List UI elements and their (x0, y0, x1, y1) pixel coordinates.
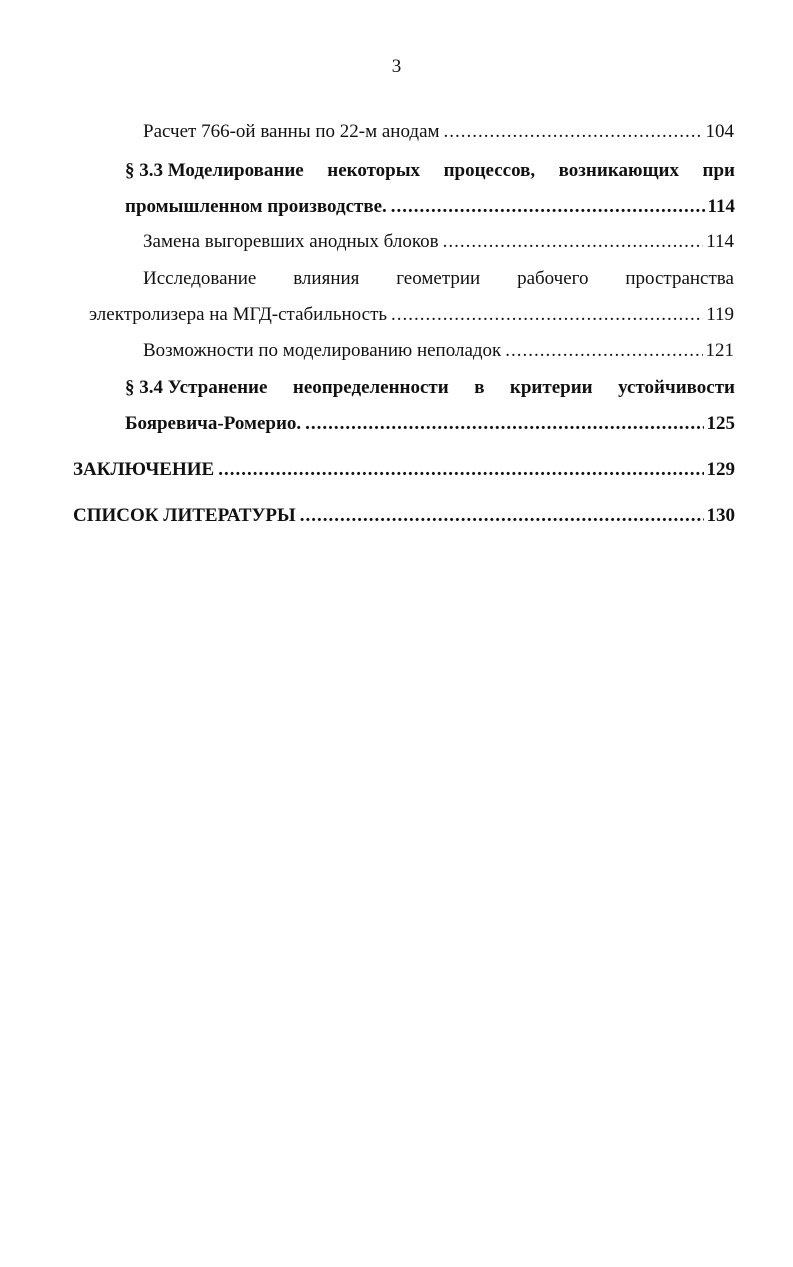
dot-leader (391, 303, 703, 327)
dot-leader (444, 120, 703, 144)
word: возникающих (558, 160, 679, 181)
word: некоторых (327, 160, 421, 181)
word: устойчивости (618, 377, 735, 398)
word: геометрии (396, 268, 481, 289)
toc-entry-title: Расчет 766-ой ванны по 22-м анодам (143, 121, 440, 142)
word: § 3.4 Устранение (125, 377, 268, 398)
toc-entry-title: Возможности по моделированию неполадок (143, 340, 502, 361)
toc-entry-page: 125 (706, 413, 735, 434)
toc-entry[interactable] (125, 195, 735, 219)
toc-entry-title-line1[interactable] (125, 376, 735, 400)
word: критерии (509, 377, 593, 398)
toc-entry-title: промышленном производстве. (125, 196, 387, 217)
toc-entry[interactable] (73, 458, 735, 482)
dot-leader (305, 412, 703, 436)
dot-leader (300, 504, 704, 528)
dot-leader (443, 230, 704, 254)
toc-entry-page: 121 (705, 340, 734, 361)
toc-entry[interactable] (73, 504, 735, 528)
dot-leader (505, 339, 702, 363)
word: в (474, 377, 485, 398)
toc-entry[interactable] (125, 412, 735, 436)
toc-entry[interactable] (89, 303, 734, 327)
toc-entry-title: ЗАКЛЮЧЕНИЕ (73, 459, 215, 480)
word: Исследование (143, 268, 257, 289)
toc-entry-title: Бояревича-Ромерио. (125, 413, 302, 434)
toc-entry[interactable] (143, 339, 734, 363)
toc-entry[interactable] (143, 120, 734, 144)
word: пространства (625, 268, 734, 289)
toc-entry-page: 129 (706, 459, 735, 480)
page-number: 3 (391, 56, 402, 77)
word: влияния (293, 268, 360, 289)
toc-entry-page: 104 (705, 121, 734, 142)
word: § 3.3 Моделирование (125, 160, 304, 181)
toc-entry-title-line1[interactable] (125, 159, 735, 183)
toc-entry[interactable] (143, 230, 734, 254)
dot-leader (218, 458, 703, 482)
toc-entry-page: 119 (706, 304, 734, 325)
toc-entry-page: 114 (707, 196, 735, 217)
toc-entry-page: 114 (706, 231, 734, 252)
toc-entry-title: Замена выгоревших анодных блоков (143, 231, 439, 252)
toc-entry-page: 130 (706, 505, 735, 526)
word: процессов, (443, 160, 536, 181)
toc-entry-title: СПИСОК ЛИТЕРАТУРЫ (73, 505, 296, 526)
toc-entry-title: электролизера на МГД-стабильность (89, 304, 388, 325)
dot-leader (391, 195, 705, 219)
toc-entry-title-line1[interactable] (143, 267, 734, 291)
word: рабочего (517, 268, 589, 289)
word: при (702, 160, 735, 181)
word: неопределенности (292, 377, 449, 398)
